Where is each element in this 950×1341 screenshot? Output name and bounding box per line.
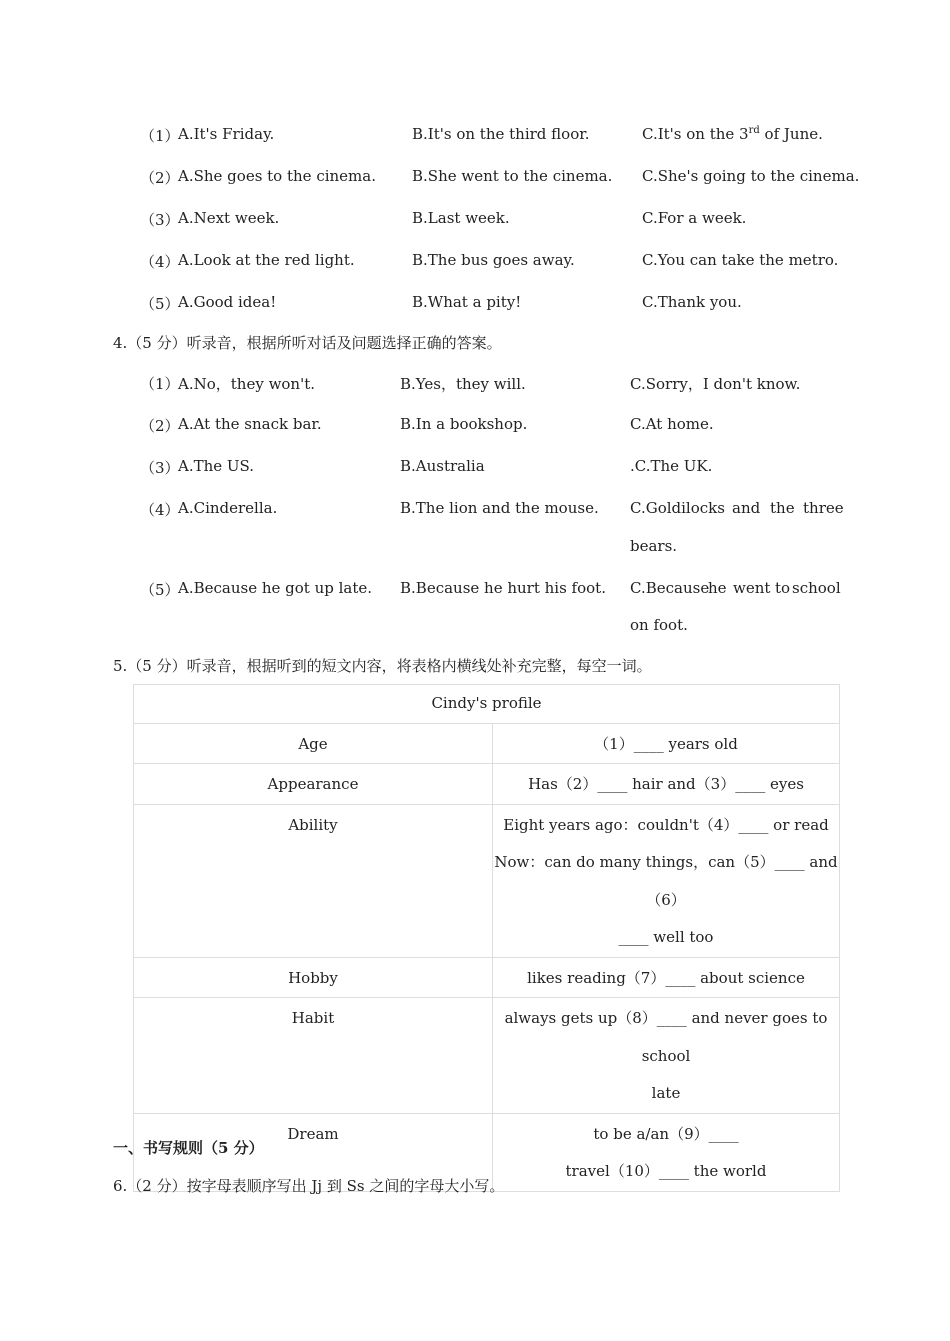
option-c-cont: bears. xyxy=(630,537,678,555)
option-b: B.What a pity! xyxy=(412,293,522,311)
option-c-cont: on foot. xyxy=(630,616,688,634)
q4-title: 4.（5 分）听录音，根据所听对话及问题选择正确的答案。 xyxy=(113,334,502,352)
q4-item-5 xyxy=(0,579,950,599)
value-line: （1）____ years old xyxy=(594,734,738,753)
q4-item-3 xyxy=(0,457,950,477)
option-c: C.For a week. xyxy=(642,209,747,227)
q4-item-4 xyxy=(0,499,950,519)
value-line: ____ well too xyxy=(618,928,714,946)
value-line: Now：can do many things，can（5）____ and（6） xyxy=(494,853,838,909)
option-a: A.Good idea! xyxy=(178,293,277,311)
option-c: .C.The UK. xyxy=(630,457,713,475)
option-a: A.Because he got up late. xyxy=(178,579,373,597)
option-b: B.It's on the third floor. xyxy=(412,125,590,143)
item-number: （3） xyxy=(140,459,180,477)
item-number: （2） xyxy=(140,417,180,435)
row-value xyxy=(493,1113,840,1191)
option-c: C.Goldilocks xyxy=(630,499,725,517)
option-c-word: and xyxy=(732,499,761,517)
table-row xyxy=(134,723,840,764)
option-a: A.Cinderella. xyxy=(178,499,278,517)
option-b: B.Australia xyxy=(400,457,485,475)
option-a: A.The US. xyxy=(178,457,255,475)
option-c-word: he xyxy=(708,579,727,597)
row-value xyxy=(493,804,840,957)
item-number: （5） xyxy=(140,581,180,599)
value-line: Eight years ago：couldn't（4）____ or read xyxy=(503,815,829,834)
q5-title: 5.（5 分）听录音，根据听到的短文内容，将表格内横线处补充完整，每空一词。 xyxy=(113,657,652,675)
row-value xyxy=(493,998,840,1114)
q3-item-4 xyxy=(0,251,950,271)
option-a: A.Next week. xyxy=(178,209,280,227)
option-c-word: went xyxy=(733,579,771,597)
option-b: B.Yes，they will. xyxy=(400,375,526,393)
table-caption: Cindy's profile xyxy=(134,685,840,724)
table-caption-row xyxy=(134,685,840,724)
section-heading: 一、书写规则（5 分） xyxy=(113,1139,264,1157)
item-number: （4） xyxy=(140,501,180,519)
option-b: B.The lion and the mouse. xyxy=(400,499,599,517)
row-label: Hobby xyxy=(134,957,493,998)
value-line: likes reading（7）____ about science xyxy=(527,968,805,987)
option-c: C.Because xyxy=(630,579,710,597)
option-b: B.She went to the cinema. xyxy=(412,167,613,185)
table-row xyxy=(134,804,840,957)
value-line: to be a/an（9）____ xyxy=(593,1124,739,1143)
q4-item-5-cont xyxy=(0,616,950,636)
option-c-word: the xyxy=(770,499,795,517)
row-label: Dream xyxy=(134,1113,493,1191)
option-c: C.You can take the metro. xyxy=(642,251,839,269)
item-number: （2） xyxy=(140,169,180,187)
option-c: C.At home. xyxy=(630,415,714,433)
item-number: （4） xyxy=(140,253,180,271)
value-line: travel（10）____ the world xyxy=(565,1162,767,1180)
q3-item-5 xyxy=(0,293,950,313)
option-c: C.She's going to the cinema. xyxy=(642,167,860,185)
table-row xyxy=(134,957,840,998)
q4-item-2 xyxy=(0,415,950,435)
item-number: （5） xyxy=(140,295,180,313)
row-value xyxy=(493,764,840,805)
table-row xyxy=(134,998,840,1114)
option-b: B.Last week. xyxy=(412,209,510,227)
row-label: Habit xyxy=(134,998,493,1114)
option-b: B.Because he hurt his foot. xyxy=(400,579,606,597)
row-value xyxy=(493,957,840,998)
option-a: A.She goes to the cinema. xyxy=(178,167,376,185)
option-b: B.The bus goes away. xyxy=(412,251,575,269)
profile-table xyxy=(133,684,840,1192)
q4-item-4-cont xyxy=(0,537,950,557)
option-c-word: to xyxy=(775,579,791,597)
value-line: late xyxy=(651,1084,681,1102)
table-row xyxy=(134,764,840,805)
option-c-word: school xyxy=(792,579,841,597)
item-number: （3） xyxy=(140,211,180,229)
q3-item-3 xyxy=(0,209,950,229)
option-c-word: three xyxy=(803,499,844,517)
option-c: C.Sorry，I don't know. xyxy=(630,375,801,393)
value-line: always gets up（8）____ and never goes to school xyxy=(504,1009,828,1065)
row-label: Appearance xyxy=(134,764,493,805)
q3-item-2 xyxy=(0,167,950,187)
option-c: C.It's on the 3rd of June. xyxy=(642,125,823,143)
option-a: A.Look at the red light. xyxy=(178,251,355,269)
q4-item-1 xyxy=(0,373,950,393)
row-label: Age xyxy=(134,723,493,764)
option-a: A.It's Friday. xyxy=(178,125,275,143)
item-number: （1） xyxy=(140,127,180,145)
q6-title: 6.（2 分）按字母表顺序写出 Jj 到 Ss 之间的字母大小写。 xyxy=(113,1177,505,1195)
option-b: B.In a bookshop. xyxy=(400,415,528,433)
option-a: A.No，they won't. xyxy=(178,375,316,393)
option-a: A.At the snack bar. xyxy=(178,415,322,433)
value-line: Has（2）____ hair and（3）____ eyes xyxy=(528,775,804,793)
row-label: Ability xyxy=(134,804,493,957)
item-number: （1） xyxy=(140,375,180,393)
option-c: C.Thank you. xyxy=(642,293,742,311)
row-value xyxy=(493,723,840,764)
q3-item-1 xyxy=(0,125,950,145)
